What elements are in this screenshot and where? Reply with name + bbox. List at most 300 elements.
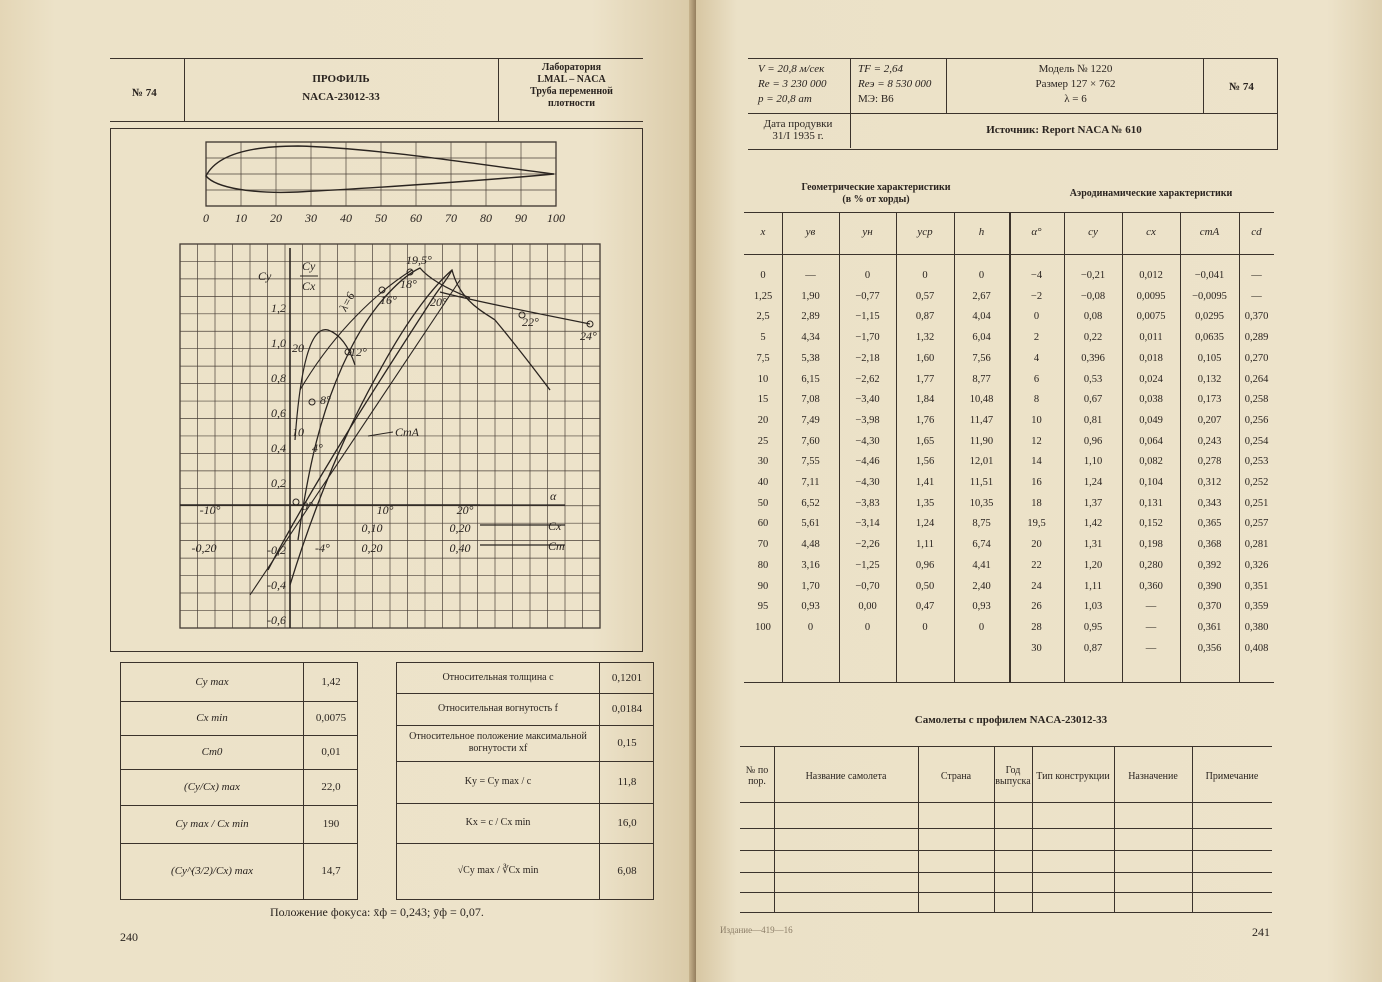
table-cell: 19,5: [1027, 518, 1046, 530]
table-cell: 0: [922, 270, 928, 281]
table-cell: —: [1145, 601, 1157, 613]
table-cell: 100: [755, 621, 771, 633]
table-cell: 1,60: [915, 352, 935, 364]
table-cell: −0,21: [1080, 270, 1106, 281]
table-cell: −1,15: [855, 311, 880, 323]
table-cell: 40: [757, 477, 769, 488]
param-value: 6,08: [617, 865, 637, 877]
table-cell: —: [805, 270, 816, 281]
table-cell: 7,60: [801, 435, 820, 447]
table-cell: 0,105: [1197, 352, 1222, 364]
column-header: yв: [805, 226, 816, 238]
profile-title: ПРОФИЛЬ: [312, 73, 370, 85]
table-cell: −3,98: [855, 414, 880, 426]
table-cell: 1,42: [1083, 518, 1103, 530]
pressure: p = 20,8 ат: [758, 93, 812, 105]
table-cell: 2,89: [801, 311, 820, 323]
chart-label: -4°: [315, 541, 330, 555]
chart-label: 8°: [320, 393, 331, 407]
table-cell: 10,35: [969, 497, 994, 509]
table-cell: 0,96: [915, 559, 935, 571]
column-header: cmA: [1199, 226, 1220, 238]
table-cell: 0,326: [1244, 559, 1269, 571]
column-header: cy: [1088, 226, 1098, 238]
coef-value: 14,7: [321, 865, 341, 877]
table-cell: —: [1251, 290, 1262, 302]
aircraft-column-header: Тип конструкции: [1036, 770, 1110, 782]
table-cell: 6,04: [972, 332, 991, 344]
column-header: x: [760, 226, 766, 238]
table-cell: 20: [1031, 539, 1042, 551]
table-cell: 8,75: [972, 518, 991, 530]
chart-label: -10°: [199, 503, 221, 517]
table-cell: —: [1145, 642, 1157, 654]
param-label: Ky = Cy max / c: [464, 776, 532, 787]
chart-label: CmA: [395, 425, 419, 439]
chart-label: 0,10: [361, 521, 383, 535]
table-cell: 0,81: [1083, 414, 1103, 426]
table-cell: −1,25: [855, 559, 880, 571]
table-cell: 5: [760, 332, 766, 344]
table-cell: −2: [1030, 290, 1043, 302]
table-cell: 0,0095: [1136, 290, 1166, 302]
profile-scale-tick: 90: [515, 211, 527, 225]
table-cell: 0: [978, 621, 985, 633]
table-cell: 2,67: [972, 290, 991, 302]
table-cell: 1,11: [916, 539, 934, 551]
sheet-number-right: № 74: [1229, 81, 1254, 93]
table-cell: 7,56: [972, 352, 991, 364]
param-label: Kx = c / Cx min: [465, 817, 531, 828]
table-cell: 8: [1033, 394, 1040, 406]
table-cell: 0,370: [1244, 311, 1269, 323]
table-cell: 0,038: [1139, 394, 1163, 406]
table-cell: 0,012: [1139, 270, 1163, 281]
param-label: √Cy max / ∛Cx min: [457, 865, 539, 876]
chart-label: λ=6: [336, 289, 358, 314]
table-cell: 18: [1031, 497, 1042, 509]
column-header: cx: [1146, 226, 1156, 238]
table-cell: 10: [757, 373, 769, 385]
table-cell: −0,041: [1194, 270, 1225, 281]
chart-label: 19,5°: [406, 253, 432, 267]
table-cell: 0,351: [1244, 580, 1269, 592]
publisher-footer: Издание—419—16: [720, 925, 793, 935]
table-cell: —: [1251, 270, 1262, 281]
coef-label: Cx min: [196, 712, 228, 724]
table-cell: 24: [1031, 580, 1042, 592]
table-cell: 0,131: [1139, 497, 1163, 509]
table-cell: 0,264: [1244, 373, 1269, 385]
table-cell: 0,93: [972, 601, 991, 613]
table-cell: 0,243: [1197, 435, 1222, 447]
table-cell: 1,10: [1083, 456, 1103, 468]
table-cell: 0,396: [1081, 352, 1105, 364]
profile-drawing: [198, 138, 570, 230]
table-cell: 1,56: [915, 456, 935, 468]
table-cell: 0: [864, 621, 871, 633]
table-cell: 0,95: [1083, 621, 1103, 633]
test-conditions: [748, 58, 1278, 114]
profile-scale-tick: 20: [270, 211, 282, 225]
me-code: МЭ: В6: [858, 93, 894, 105]
table-cell: −2,26: [855, 539, 880, 551]
model-size: Размер 127 × 762: [1035, 78, 1116, 90]
chart-label: -0,20: [191, 541, 217, 555]
table-cell: 0,049: [1139, 414, 1163, 426]
table-cell: 80: [757, 559, 769, 571]
table-cell: 4,41: [972, 559, 991, 571]
table-cell: 1,25: [753, 290, 773, 302]
coef-value: 22,0: [321, 781, 341, 793]
table-cell: —: [1145, 621, 1157, 633]
table-cell: −0,08: [1080, 290, 1106, 302]
table-cell: 0,380: [1244, 621, 1269, 633]
chart-label: 0°: [302, 499, 313, 513]
table-cell: 0,207: [1197, 414, 1222, 426]
table-cell: 1,31: [1083, 539, 1103, 551]
coef-value: 1,42: [321, 676, 341, 688]
profile-scale-tick: 40: [340, 211, 352, 225]
chart-label: 0,20: [361, 541, 383, 555]
table-cell: 26: [1031, 601, 1042, 613]
table-cell: 16: [1031, 477, 1042, 488]
table-cell: 1,35: [915, 497, 935, 509]
param-value: 0,0184: [611, 703, 643, 715]
table-cell: 1,20: [1083, 559, 1103, 571]
table-cell: 14: [1031, 456, 1042, 468]
table-cell: 1,76: [915, 414, 935, 426]
table-cell: 11,90: [969, 435, 994, 447]
table-cell: 0,359: [1244, 601, 1269, 613]
table-cell: 2: [1033, 332, 1040, 344]
table-cell: 0: [978, 270, 985, 281]
table-cell: 0,50: [915, 580, 935, 592]
table-cell: 0: [807, 621, 814, 633]
table-cell: 0,132: [1197, 373, 1222, 385]
table-cell: 0,365: [1197, 518, 1222, 530]
table-cell: 7,08: [801, 394, 820, 406]
table-cell: 28: [1031, 621, 1042, 633]
lab-line-1: Лаборатория: [541, 62, 602, 73]
table-cell: 1,03: [1083, 601, 1103, 613]
table-cell: 30: [757, 456, 769, 468]
table-cell: 0,252: [1244, 477, 1269, 488]
table-cell: 5,38: [801, 352, 820, 364]
table-cell: 10: [1031, 414, 1042, 426]
date-value: 31/I 1935 г.: [772, 130, 824, 142]
table-cell: −0,77: [855, 290, 880, 302]
table-cell: −0,0095: [1192, 290, 1227, 302]
table-cell: 0,57: [915, 290, 935, 302]
profile-scale-tick: 30: [305, 211, 317, 225]
table-cell: 0,67: [1083, 394, 1103, 406]
table-cell: 0,018: [1139, 352, 1163, 364]
table-cell: 0,270: [1244, 352, 1269, 364]
column-header: cd: [1251, 226, 1262, 238]
chart-label: 22°: [522, 315, 539, 329]
table-cell: 7,11: [801, 477, 820, 488]
table-cell: 0,312: [1197, 477, 1222, 488]
coef-label: (Cy/Cx) max: [184, 781, 240, 793]
table-cell: −3,14: [855, 518, 880, 530]
turbulence-factor: TF = 2,64: [858, 63, 904, 75]
table-cell: −1,70: [855, 332, 880, 344]
chart-label: Cx: [548, 519, 562, 533]
table-cell: 0,011: [1139, 332, 1163, 344]
chart-label: 18°: [400, 277, 417, 291]
table-cell: 6,52: [801, 497, 820, 509]
reynolds: Re = 3 230 000: [758, 78, 827, 90]
table-cell: 8,77: [972, 373, 991, 385]
table-cell: 0,173: [1197, 394, 1222, 406]
chart-label: α: [550, 489, 557, 503]
profile-scale-tick: 60: [410, 211, 422, 225]
table-cell: 1,24: [1083, 477, 1103, 488]
table-cell: 7,49: [801, 414, 820, 426]
aircraft-column-header: № по пор.: [745, 765, 769, 787]
coef-label: (Cy^(3/2)/Cx) max: [171, 865, 253, 877]
table-cell: 4,48: [801, 539, 820, 551]
chart-label: -0,4: [267, 578, 286, 592]
param-value: 11,8: [617, 776, 637, 788]
coef-value: 0,0075: [315, 712, 347, 724]
table-cell: 12,01: [969, 456, 994, 468]
table-cell: 0,368: [1197, 539, 1222, 551]
table-cell: 0,0295: [1195, 311, 1224, 323]
table-cell: 0,064: [1139, 435, 1163, 447]
table-cell: 0,254: [1244, 435, 1269, 447]
date-label: Дата продувки: [763, 118, 833, 130]
profile-scale-tick: 80: [480, 211, 492, 225]
table-cell: 0,87: [1083, 642, 1103, 654]
column-header: α°: [1031, 226, 1042, 238]
table-cell: 0,356: [1197, 642, 1222, 654]
table-cell: −4,30: [855, 477, 880, 488]
chart-label: 0,4: [271, 441, 286, 455]
chart-label: 24°: [580, 329, 597, 343]
profile-name: NACA-23012-33: [302, 91, 380, 103]
table-cell: 2,40: [972, 580, 991, 592]
profile-header: [110, 58, 643, 122]
param-value: 16,0: [617, 817, 637, 829]
table-cell: 0,198: [1139, 539, 1163, 551]
chart-label: Cy: [258, 269, 272, 283]
table-cell: 0,93: [801, 601, 820, 613]
table-cell: 0,392: [1197, 559, 1222, 571]
table-cell: 4: [1033, 352, 1040, 364]
page-number-right: 241: [1252, 925, 1270, 939]
table-cell: 0,152: [1139, 518, 1163, 530]
table-cell: 0,96: [1083, 435, 1103, 447]
sheet-number: № 74: [132, 87, 157, 99]
aircraft-column-header: Назначение: [1128, 770, 1178, 782]
table-cell: 1,84: [915, 394, 935, 406]
param-label: Относительная вогнутость f: [437, 703, 559, 714]
table-cell: 11,51: [969, 477, 994, 488]
chart-label: -0,2: [267, 543, 286, 557]
column-header: yср: [917, 226, 933, 238]
table-cell: 0,082: [1139, 456, 1163, 468]
profile-scale-tick: 50: [375, 211, 387, 225]
table-cell: 95: [757, 601, 769, 613]
profile-scale-tick: 100: [547, 211, 565, 225]
coef-label: Cy max: [195, 676, 229, 688]
table-cell: 12: [1031, 435, 1042, 447]
table-cell: 0,408: [1244, 642, 1269, 654]
table-cell: 4,04: [972, 311, 991, 323]
table-cell: 0,280: [1139, 559, 1163, 571]
table-cell: 0,0075: [1136, 311, 1166, 323]
table-cell: 7,5: [756, 352, 770, 364]
table-cell: 0,104: [1139, 477, 1163, 488]
chart-label: 20°: [430, 295, 447, 309]
table-cell: 11,47: [969, 414, 994, 426]
characteristics-table: [744, 212, 1274, 682]
profile-scale-tick: 70: [445, 211, 457, 225]
effective-reynolds: Reэ = 8 530 000: [858, 78, 932, 90]
chart-label: 20°: [456, 503, 474, 517]
chart-label: 4°: [312, 441, 323, 455]
table-cell: 0: [1033, 311, 1040, 323]
table-cell: 0,87: [915, 311, 935, 323]
param-value: 0,15: [617, 737, 637, 749]
table-cell: 90: [757, 580, 769, 592]
table-cell: 0,22: [1083, 332, 1103, 344]
table-cell: 0,343: [1197, 497, 1222, 509]
table-cell: 1,77: [915, 373, 935, 385]
chart-label: 0,40: [449, 541, 471, 555]
geometry-table: [396, 662, 654, 900]
chart-label: 0,8: [271, 371, 286, 385]
table-cell: 0,253: [1244, 456, 1269, 468]
chart-label: 1,0: [271, 336, 286, 350]
param-label: Относительная толщина c: [442, 672, 554, 683]
table-cell: 50: [757, 497, 769, 509]
table-cell: 1,37: [1083, 497, 1103, 509]
aerodynamic-heading: Аэродинамические характеристики: [1069, 188, 1233, 199]
table-cell: 1,90: [801, 290, 820, 302]
table-cell: 0,53: [1083, 373, 1103, 385]
table-cell: 0,361: [1197, 621, 1222, 633]
chart-label: Cy: [302, 259, 316, 273]
coefficients-table: [120, 662, 358, 900]
table-cell: 0,47: [915, 601, 935, 613]
chart-label: 20: [292, 341, 304, 355]
polar-chart: [150, 240, 630, 640]
table-cell: 6,74: [972, 539, 991, 551]
chart-label: 0,6: [271, 406, 286, 420]
chart-label: -0,6: [267, 613, 286, 627]
table-cell: 60: [757, 518, 769, 530]
column-header: h: [978, 226, 985, 238]
coef-value: 0,01: [321, 746, 341, 758]
aircraft-column-header: Страна: [940, 770, 972, 782]
chart-label: 16°: [380, 293, 397, 307]
table-cell: 1,41: [915, 477, 935, 488]
focus-position: Положение фокуса: x̄ф = 0,243; ȳф = 0,07.: [270, 905, 484, 919]
model-lambda: λ = 6: [1064, 93, 1087, 105]
lab-line-3: Труба переменной: [530, 86, 613, 97]
aircraft-column-header: Год выпуска: [995, 765, 1031, 787]
table-cell: −0,70: [855, 580, 880, 592]
model-title: Модель № 1220: [1038, 63, 1113, 75]
table-cell: 0: [864, 270, 871, 281]
chart-label: Cm: [548, 539, 565, 553]
table-cell: 5,61: [801, 518, 820, 530]
table-cell: 0,289: [1244, 332, 1269, 344]
table-cell: −2,62: [855, 373, 880, 385]
table-cell: −4,30: [855, 435, 880, 447]
table-cell: 6: [1033, 373, 1040, 385]
table-cell: 0,024: [1139, 373, 1163, 385]
param-value: 0,1201: [611, 672, 643, 684]
table-cell: 10,48: [969, 394, 994, 406]
param-label: Относительное положение максимальной вогнутости xf: [409, 731, 587, 754]
table-cell: 22: [1031, 559, 1042, 571]
table-cell: 0,00: [858, 601, 877, 613]
table-cell: 20: [757, 414, 769, 426]
table-cell: 0,360: [1139, 580, 1163, 592]
table-cell: 70: [757, 539, 769, 551]
table-cell: 0,278: [1197, 456, 1222, 468]
table-cell: 6,15: [801, 373, 820, 385]
table-cell: 15: [757, 394, 769, 406]
profile-scale-tick: 10: [235, 211, 247, 225]
coef-label: Cm0: [201, 746, 223, 758]
table-cell: 0,258: [1244, 394, 1269, 406]
chart-label: 10: [292, 425, 304, 439]
table-cell: −4,46: [855, 456, 880, 468]
table-cell: 0,08: [1083, 311, 1103, 323]
table-cell: 0,251: [1244, 497, 1269, 509]
table-cell: 1,65: [915, 435, 935, 447]
aircraft-column-header: Примечание: [1205, 770, 1259, 782]
chart-label: 1,2: [271, 301, 286, 315]
coef-value: 190: [322, 818, 340, 830]
table-cell: 7,55: [801, 456, 820, 468]
table-cell: 0,370: [1197, 601, 1222, 613]
chart-label: 0,2: [271, 476, 286, 490]
table-cell: −4: [1030, 270, 1043, 281]
right-page: [696, 0, 1382, 982]
table-cell: −3,83: [855, 497, 880, 509]
chart-label: 0,20: [449, 521, 471, 535]
table-cell: 1,11: [1084, 580, 1102, 592]
column-header: yн: [862, 226, 873, 238]
table-cell: 0,0635: [1195, 332, 1224, 344]
table-cell: 0,281: [1244, 539, 1269, 551]
table-cell: 0,256: [1244, 414, 1269, 426]
page-number-left: 240: [120, 930, 138, 944]
table-cell: 25: [757, 435, 769, 447]
lab-line-4: плотности: [547, 98, 596, 109]
chart-label: 12°: [350, 345, 367, 359]
geometric-heading: Геометрические характеристики: [801, 182, 951, 193]
aircraft-column-header: Название самолета: [805, 770, 887, 782]
table-cell: 2,5: [756, 311, 770, 323]
table-cell: 0: [922, 621, 928, 633]
chart-label: 10°: [376, 503, 394, 517]
velocity: V = 20,8 м/сек: [758, 63, 825, 75]
aircraft-heading: Самолеты с профилем NACA-23012-33: [914, 714, 1108, 726]
profile-scale-tick: 0: [203, 211, 209, 225]
coef-label: Cy max / Cx min: [175, 818, 249, 830]
source-box: [748, 114, 1278, 150]
table-cell: 3,16: [801, 559, 820, 571]
table-cell: 0,390: [1197, 580, 1222, 592]
aircraft-table: [740, 746, 1272, 912]
